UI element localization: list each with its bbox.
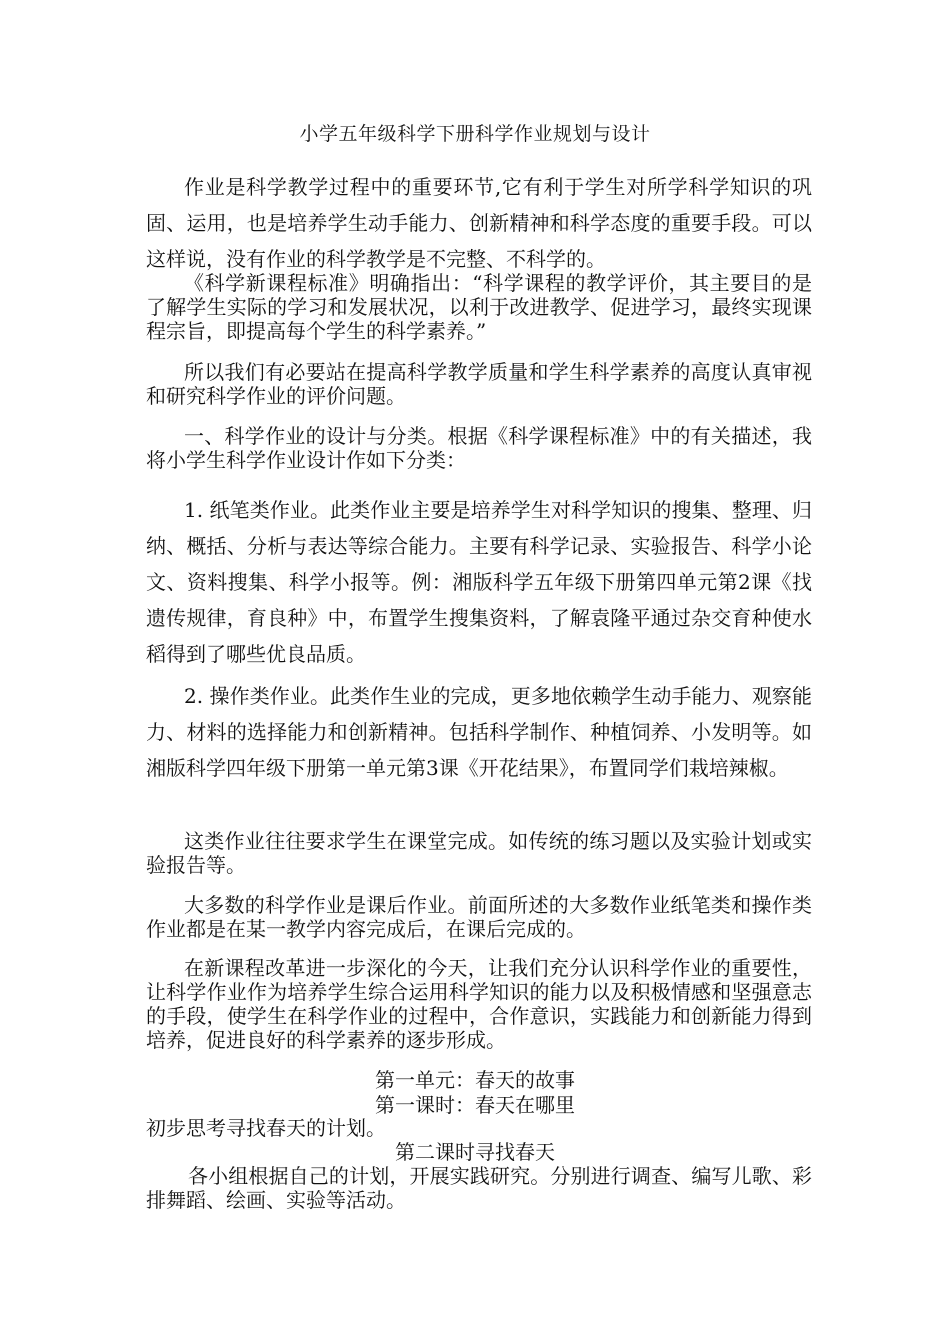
paragraph-after-class-homework: 大多数的科学作业是课后作业。前面所述的大多数作业纸笔类和操作类作业都是在某一教学内容完成后，在课后完成的。	[146, 893, 812, 941]
lesson-one-heading: 第一课时：春天在哪里	[375, 1093, 575, 1117]
unit-heading: 第一单元：春天的故事	[375, 1068, 575, 1092]
lesson-one-text: 初步思考寻找春天的计划。	[146, 1116, 386, 1140]
paragraph-intro: 作业是科学教学过程中的重要环节,它有利于学生对所学科学知识的巩固、运用，也是培养学生动手能力、创新精神和科学态度的重要手段。可以这样说，没有作业的科学教学是不完整、不科学的。	[146, 175, 812, 271]
lesson-two-text: 各小组根据自己的计划，开展实践研究。分别进行调查、编写儿歌、彩排舞蹈、绘画、实验等活动。	[146, 1164, 812, 1212]
paragraph-section-one: 一、科学作业的设计与分类。根据《科学课程标准》中的有关描述，我将小学生科学作业设计作如下分类：	[146, 424, 812, 472]
paragraph-paper-homework: 1. 纸笔类作业。此类作业主要是培养学生对科学知识的搜集、整理、归纳、概括、分析与表达等综合能力。主要有科学记录、实验报告、科学小论文、资料搜集、科学小报等。例：湘版科学五年级下册第四单元第2课《找遗传规律，育良种》中，布置学生搜集资料，了解袁隆平通过杂交育种使水稻得到了哪些优良品质。	[146, 498, 812, 666]
paragraph-necessity: 所以我们有必要站在提高科学教学质量和学生科学素养的高度认真审视和研究科学作业的评价问题。	[146, 360, 812, 408]
paragraph-conclusion: 在新课程改革进一步深化的今天，让我们充分认识科学作业的重要性，让科学作业作为培养学生综合运用科学知识的能力以及积极情感和坚强意志的手段，使学生在科学作业的过程中，合作意识，实践能力和创新能力得到培养，促进良好的科学素养的逐步形成。	[146, 956, 812, 1052]
paragraph-standard-quote: 《科学新课程标准》明确指出：“科学课程的教学评价，其主要目的是了解学生实际的学习和发展状况，以利于改进教学、促进学习，最终实现课程宗旨，即提高每个学生的科学素养。”	[146, 271, 812, 343]
paragraph-hands-on-homework: 2. 操作类作业。此类作生业的完成，更多地依赖学生动手能力、观察能力、材料的选择能力和创新精神。包括科学制作、种植饲养、小发明等。如湘版科学四年级下册第一单元第3课《开花结果》，布置同学们栽培辣椒。	[146, 684, 812, 780]
document-title: 小学五年级科学下册科学作业规划与设计	[299, 123, 651, 145]
lesson-two-heading: 第二课时寻找春天	[395, 1140, 555, 1164]
paragraph-classroom-homework: 这类作业往往要求学生在课堂完成。如传统的练习题以及实验计划或实验报告等。	[146, 829, 812, 877]
